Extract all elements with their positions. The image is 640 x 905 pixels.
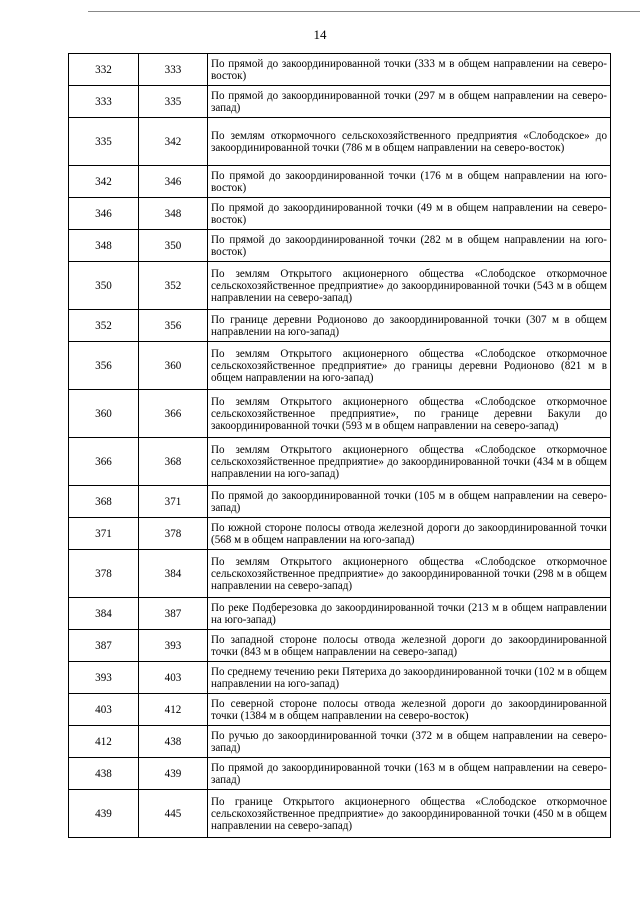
point-to-cell: 403 bbox=[139, 662, 208, 694]
point-to-cell: 348 bbox=[139, 198, 208, 230]
point-to-cell: 438 bbox=[139, 726, 208, 758]
boundary-description-cell: По землям откормочного сельскохозяйственного предприятия «Слободское» до закоординированной точки (786 м в общем направлении на северо-восток) bbox=[208, 118, 611, 166]
boundary-description-cell: По землям Открытого акционерного общества «Слободское откормочное сельскохозяйственное предприятие» до закоординированной точки (543 м в общем направлении на северо-запад) bbox=[208, 262, 611, 310]
table-row bbox=[69, 758, 611, 790]
boundary-description-cell: По прямой до закоординированной точки (163 м в общем направлении на северо-запад) bbox=[208, 758, 611, 790]
table-row bbox=[69, 790, 611, 838]
boundary-description-cell: По прямой до закоординированной точки (297 м в общем направлении на северо-запад) bbox=[208, 86, 611, 118]
table-row bbox=[69, 390, 611, 438]
table-row bbox=[69, 630, 611, 662]
point-to-cell: 352 bbox=[139, 262, 208, 310]
table-row bbox=[69, 662, 611, 694]
boundary-description-cell: По землям Открытого акционерного общества «Слободское откормочное сельскохозяйственное предприятие» до закоординированной точки (434 м в общем направлении на юго-запад) bbox=[208, 438, 611, 486]
point-to-cell: 333 bbox=[139, 54, 208, 86]
point-from-cell: 346 bbox=[69, 198, 139, 230]
boundary-description-cell: По прямой до закоординированной точки (176 м в общем направлении на юго-восток) bbox=[208, 166, 611, 198]
point-to-cell: 371 bbox=[139, 486, 208, 518]
table-row bbox=[69, 486, 611, 518]
boundary-description-cell: По ручью до закоординированной точки (372 м в общем направлении на северо-запад) bbox=[208, 726, 611, 758]
point-to-cell: 366 bbox=[139, 390, 208, 438]
table-row bbox=[69, 198, 611, 230]
boundary-description-cell: По землям Открытого акционерного общества «Слободское откормочное сельскохозяйственное предприятие», по границе деревни Бакули до закоординированной точки (593 м в общем направлении на северо-запад) bbox=[208, 390, 611, 438]
point-from-cell: 368 bbox=[69, 486, 139, 518]
table-row bbox=[69, 694, 611, 726]
boundary-description-cell: По южной стороне полосы отвода железной дороги до закоординированной точки (568 м в общем направлении на юго-запад) bbox=[208, 518, 611, 550]
top-rule bbox=[88, 11, 640, 12]
table-row bbox=[69, 598, 611, 630]
table-row bbox=[69, 550, 611, 598]
boundary-description-cell: По прямой до закоординированной точки (333 м в общем направлении на северо-восток) bbox=[208, 54, 611, 86]
boundary-description-cell: По среднему течению реки Пятериха до закоординированной точки (102 м в общем направлении на юго-запад) bbox=[208, 662, 611, 694]
table-row bbox=[69, 54, 611, 86]
table-row bbox=[69, 726, 611, 758]
point-from-cell: 378 bbox=[69, 550, 139, 598]
point-from-cell: 438 bbox=[69, 758, 139, 790]
table-row bbox=[69, 310, 611, 342]
point-from-cell: 342 bbox=[69, 166, 139, 198]
point-from-cell: 352 bbox=[69, 310, 139, 342]
boundary-description-cell: По прямой до закоординированной точки (49 м в общем направлении на северо-восток) bbox=[208, 198, 611, 230]
table-row bbox=[69, 230, 611, 262]
table-row bbox=[69, 518, 611, 550]
point-to-cell: 335 bbox=[139, 86, 208, 118]
boundary-description-table bbox=[68, 53, 611, 838]
point-from-cell: 403 bbox=[69, 694, 139, 726]
point-from-cell: 360 bbox=[69, 390, 139, 438]
boundary-description-cell: По границе Открытого акционерного общества «Слободское откормочное сельскохозяйственное предприятие» до закоординированной точки (450 м в общем направлении на северо-запад) bbox=[208, 790, 611, 838]
table-row bbox=[69, 166, 611, 198]
point-from-cell: 348 bbox=[69, 230, 139, 262]
table-row bbox=[69, 86, 611, 118]
point-to-cell: 445 bbox=[139, 790, 208, 838]
point-to-cell: 412 bbox=[139, 694, 208, 726]
point-from-cell: 439 bbox=[69, 790, 139, 838]
table-row bbox=[69, 262, 611, 310]
point-from-cell: 335 bbox=[69, 118, 139, 166]
boundary-description-cell: По прямой до закоординированной точки (105 м в общем направлении на северо-запад) bbox=[208, 486, 611, 518]
boundary-description-cell: По северной стороне полосы отвода железной дороги до закоординированной точки (1384 м в общем направлении на северо-восток) bbox=[208, 694, 611, 726]
point-from-cell: 366 bbox=[69, 438, 139, 486]
boundary-description-cell: По границе деревни Родионово до закоординированной точки (307 м в общем направлении на юго-запад) bbox=[208, 310, 611, 342]
point-to-cell: 346 bbox=[139, 166, 208, 198]
boundary-description-cell: По землям Открытого акционерного общества «Слободское откормочное сельскохозяйственное предприятие» до границы деревни Родионово (821 м в общем направлении на юго-запад) bbox=[208, 342, 611, 390]
point-to-cell: 360 bbox=[139, 342, 208, 390]
boundary-description-cell: По реке Подберезовка до закоординированной точки (213 м в общем направлении на юго-запад) bbox=[208, 598, 611, 630]
point-to-cell: 378 bbox=[139, 518, 208, 550]
point-from-cell: 412 bbox=[69, 726, 139, 758]
boundary-description-cell: По западной стороне полосы отвода железной дороги до закоординированной точки (843 м в общем направлении на северо-запад) bbox=[208, 630, 611, 662]
point-to-cell: 439 bbox=[139, 758, 208, 790]
point-from-cell: 350 bbox=[69, 262, 139, 310]
table-row bbox=[69, 438, 611, 486]
point-to-cell: 342 bbox=[139, 118, 208, 166]
boundary-description-cell: По землям Открытого акционерного общества «Слободское откормочное сельскохозяйственное предприятие» до закоординированной точки (298 м в общем направлении на северо-запад) bbox=[208, 550, 611, 598]
point-from-cell: 356 bbox=[69, 342, 139, 390]
boundary-description-cell: По прямой до закоординированной точки (282 м в общем направлении на юго-восток) bbox=[208, 230, 611, 262]
point-from-cell: 332 bbox=[69, 54, 139, 86]
point-to-cell: 356 bbox=[139, 310, 208, 342]
point-to-cell: 384 bbox=[139, 550, 208, 598]
table-row bbox=[69, 118, 611, 166]
point-to-cell: 368 bbox=[139, 438, 208, 486]
point-to-cell: 393 bbox=[139, 630, 208, 662]
point-from-cell: 393 bbox=[69, 662, 139, 694]
page-number: 14 bbox=[313, 27, 327, 42]
point-from-cell: 384 bbox=[69, 598, 139, 630]
point-to-cell: 387 bbox=[139, 598, 208, 630]
point-from-cell: 371 bbox=[69, 518, 139, 550]
point-to-cell: 350 bbox=[139, 230, 208, 262]
point-from-cell: 333 bbox=[69, 86, 139, 118]
point-from-cell: 387 bbox=[69, 630, 139, 662]
table-row bbox=[69, 342, 611, 390]
